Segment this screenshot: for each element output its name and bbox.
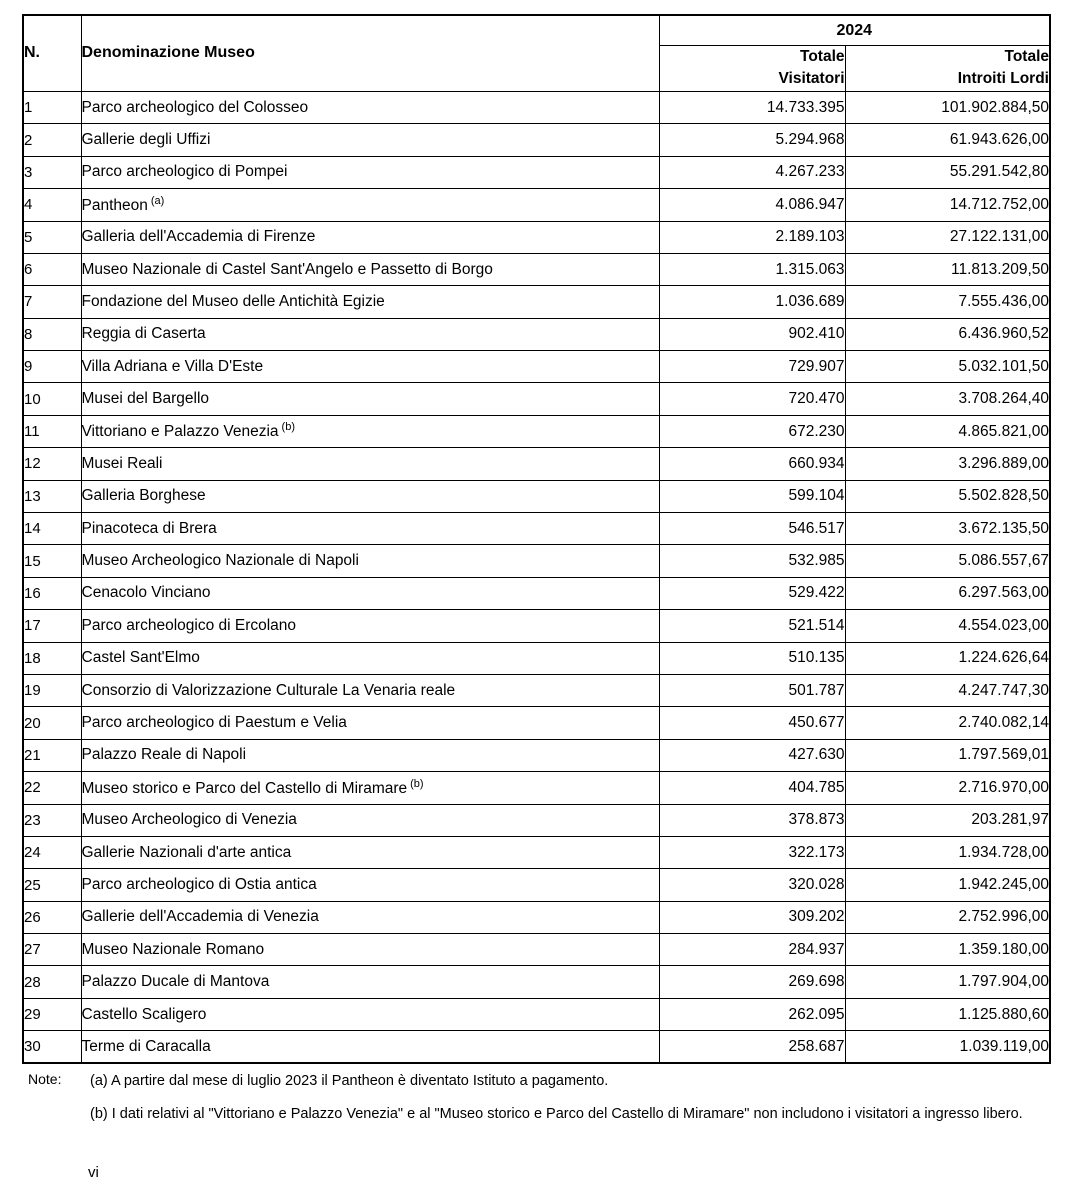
cell-total-visitors: 1.315.063	[659, 253, 845, 285]
cell-total-income: 7.555.436,00	[845, 286, 1050, 318]
cell-number: 6	[23, 253, 81, 285]
cell-museum-name	[81, 674, 659, 706]
cell-total-visitors: 729.907	[659, 351, 845, 383]
note-line: (b) I dati relativi al "Vittoriano e Palazzo Venezia" e al "Museo storico e Parco del Castello di Miramare" non includono i visitatori a ingresso libero.	[90, 1105, 1023, 1122]
cell-museum-name	[81, 253, 659, 285]
table-row	[23, 836, 1050, 868]
museum-name-text: Castello Scaligero	[81, 1005, 207, 1023]
cell-total-visitors: 284.937	[659, 934, 845, 966]
cell-total-income: 5.502.828,50	[845, 480, 1050, 512]
cell-total-income: 27.122.131,00	[845, 221, 1050, 253]
cell-total-visitors: 258.687	[659, 1031, 845, 1063]
table-row	[23, 415, 1050, 447]
cell-total-visitors: 2.189.103	[659, 221, 845, 253]
museum-name-text: Parco archeologico di Ercolano	[81, 616, 297, 634]
museum-name-text: Vittoriano e Palazzo Venezia	[81, 423, 279, 441]
cell-total-visitors: 720.470	[659, 383, 845, 415]
table-row	[23, 772, 1050, 804]
cell-museum-name	[81, 804, 659, 836]
table-row	[23, 934, 1050, 966]
cell-museum-name	[81, 480, 659, 512]
museum-name-text: Musei Reali	[81, 454, 163, 472]
notes-section	[22, 1071, 1049, 1126]
table-row	[23, 966, 1050, 998]
cell-museum-name	[81, 934, 659, 966]
cell-number: 15	[23, 545, 81, 577]
cell-museum-name	[81, 901, 659, 933]
table-row	[23, 480, 1050, 512]
table-row	[23, 1031, 1050, 1063]
cell-total-income: 14.712.752,00	[845, 189, 1050, 221]
cell-total-income: 2.740.082,14	[845, 707, 1050, 739]
cell-number: 2	[23, 124, 81, 156]
museum-name-text: Museo Archeologico Nazionale di Napoli	[81, 552, 359, 570]
cell-number: 19	[23, 674, 81, 706]
cell-number: 5	[23, 221, 81, 253]
cell-number: 14	[23, 513, 81, 545]
cell-total-visitors: 4.086.947	[659, 189, 845, 221]
museum-name-text: Gallerie dell'Accademia di Venezia	[81, 908, 319, 926]
museum-name-text: Reggia di Caserta	[81, 325, 206, 343]
cell-total-visitors: 322.173	[659, 836, 845, 868]
cell-total-visitors: 404.785	[659, 772, 845, 804]
table-row	[23, 286, 1050, 318]
table-row	[23, 901, 1050, 933]
footnote-marker: (b)	[281, 421, 295, 434]
cell-museum-name	[81, 189, 659, 221]
cell-total-income: 203.281,97	[845, 804, 1050, 836]
cell-museum-name	[81, 610, 659, 642]
cell-total-income: 3.672.135,50	[845, 513, 1050, 545]
table-row	[23, 513, 1050, 545]
cell-total-income: 2.716.970,00	[845, 772, 1050, 804]
cell-number: 7	[23, 286, 81, 318]
museum-name-text: Parco archeologico di Ostia antica	[81, 876, 317, 893]
cell-number: 20	[23, 707, 81, 739]
cell-number: 3	[23, 156, 81, 188]
cell-total-visitors: 309.202	[659, 901, 845, 933]
cell-museum-name	[81, 124, 659, 156]
cell-museum-name	[81, 351, 659, 383]
museum-name-text: Galleria Borghese	[81, 487, 206, 505]
museum-name-text: Pantheon	[81, 196, 148, 214]
cell-number: 17	[23, 610, 81, 642]
cell-total-income: 5.032.101,50	[845, 351, 1050, 383]
cell-number: 28	[23, 966, 81, 998]
cell-total-visitors: 546.517	[659, 513, 845, 545]
table-row	[23, 869, 1050, 901]
cell-museum-name	[81, 156, 659, 188]
header-row-year	[23, 15, 1050, 46]
museum-name-text: Parco archeologico di Paestum e Velia	[81, 714, 347, 732]
cell-number: 12	[23, 448, 81, 480]
table-row	[23, 707, 1050, 739]
stray-glyph: vi	[88, 1164, 99, 1181]
cell-total-visitors: 269.698	[659, 966, 845, 998]
table-row	[23, 318, 1050, 350]
cell-total-visitors: 672.230	[659, 415, 845, 447]
cell-total-visitors: 532.985	[659, 545, 845, 577]
cell-number: 23	[23, 804, 81, 836]
cell-total-income: 6.436.960,52	[845, 318, 1050, 350]
cell-number: 26	[23, 901, 81, 933]
cell-number: 8	[23, 318, 81, 350]
museum-name-text: Castel Sant'Elmo	[81, 649, 200, 667]
table-header	[23, 15, 1050, 91]
cell-number: 30	[23, 1031, 81, 1063]
table-row	[23, 642, 1050, 674]
note-line: (a) A partire dal mese di luglio 2023 il Pantheon è diventato Istituto a pagamento.	[90, 1073, 609, 1090]
cell-museum-name	[81, 1031, 659, 1063]
cell-number: 4	[23, 189, 81, 221]
cell-total-visitors: 902.410	[659, 318, 845, 350]
cell-total-visitors: 5.294.968	[659, 124, 845, 156]
museum-name-text: Pinacoteca di Brera	[81, 519, 217, 537]
notes-body	[90, 1071, 1049, 1126]
cell-museum-name	[81, 513, 659, 545]
museum-name-text: Villa Adriana e Villa D'Este	[81, 357, 264, 375]
column-header-total-visitors-line2: Visitatori	[778, 70, 845, 88]
museum-name-text: Palazzo Ducale di Mantova	[81, 973, 270, 991]
museum-name-text: Consorzio di Valorizzazione Culturale La Venaria reale	[81, 681, 456, 699]
cell-museum-name	[81, 707, 659, 739]
column-header-total-visitors	[659, 46, 845, 92]
museum-name-text: Musei del Bargello	[81, 390, 210, 408]
cell-total-visitors: 529.422	[659, 577, 845, 609]
museum-name-text: Museo Archeologico di Venezia	[81, 811, 297, 829]
column-header-total-visitors-line1: Totale	[800, 48, 845, 65]
column-header-total-income-line2: Introiti Lordi	[957, 70, 1049, 88]
footnote-marker: (a)	[150, 194, 165, 207]
column-header-total-income	[845, 46, 1050, 92]
cell-total-income: 6.297.563,00	[845, 577, 1050, 609]
cell-number: 9	[23, 351, 81, 383]
cell-total-income: 61.943.626,00	[845, 124, 1050, 156]
table-row	[23, 253, 1050, 285]
museum-name-text: Parco archeologico di Pompei	[81, 163, 288, 181]
table-row	[23, 124, 1050, 156]
table-row	[23, 383, 1050, 415]
museum-name-text: Gallerie Nazionali d'arte antica	[81, 843, 292, 861]
cell-number: 18	[23, 642, 81, 674]
cell-total-income: 3.708.264,40	[845, 383, 1050, 415]
cell-total-income: 101.902.884,50	[845, 91, 1050, 123]
cell-museum-name	[81, 448, 659, 480]
cell-number: 1	[23, 91, 81, 123]
cell-museum-name	[81, 545, 659, 577]
cell-total-income: 1.942.245,00	[845, 869, 1050, 901]
cell-museum-name	[81, 91, 659, 123]
table-row	[23, 351, 1050, 383]
cell-total-visitors: 378.873	[659, 804, 845, 836]
table-row	[23, 448, 1050, 480]
cell-total-income: 4.554.023,00	[845, 610, 1050, 642]
cell-total-income: 1.797.904,00	[845, 966, 1050, 998]
cell-total-income: 5.086.557,67	[845, 545, 1050, 577]
cell-total-visitors: 427.630	[659, 739, 845, 771]
cell-total-visitors: 510.135	[659, 642, 845, 674]
cell-museum-name	[81, 772, 659, 804]
footnote-marker: (b)	[410, 777, 424, 790]
cell-total-income: 55.291.542,80	[845, 156, 1050, 188]
museum-name-text: Cenacolo Vinciano	[81, 584, 211, 602]
table-row	[23, 610, 1050, 642]
cell-total-income: 11.813.209,50	[845, 253, 1050, 285]
museum-name-text: Gallerie degli Uffizi	[81, 131, 211, 149]
cell-museum-name	[81, 221, 659, 253]
table-row	[23, 577, 1050, 609]
cell-number: 11	[23, 415, 81, 447]
table-row	[23, 674, 1050, 706]
cell-number: 10	[23, 383, 81, 415]
table-row	[23, 156, 1050, 188]
cell-number: 24	[23, 836, 81, 868]
cell-total-visitors: 4.267.233	[659, 156, 845, 188]
museum-name-text: Terme di Caracalla	[81, 1037, 211, 1055]
cell-total-income: 4.865.821,00	[845, 415, 1050, 447]
cell-total-income: 1.934.728,00	[845, 836, 1050, 868]
cell-total-income: 1.039.119,00	[845, 1031, 1050, 1063]
cell-museum-name	[81, 383, 659, 415]
table-row	[23, 739, 1050, 771]
table-row	[23, 998, 1050, 1030]
notes-label: Note:	[28, 1071, 62, 1088]
cell-museum-name	[81, 998, 659, 1030]
cell-museum-name	[81, 739, 659, 771]
museum-name-text: Fondazione del Museo delle Antichità Egizie	[81, 292, 385, 310]
cell-museum-name	[81, 869, 659, 901]
cell-total-income: 1.359.180,00	[845, 934, 1050, 966]
museum-visitors-table	[22, 14, 1051, 1064]
cell-number: 16	[23, 577, 81, 609]
cell-total-visitors: 262.095	[659, 998, 845, 1030]
cell-total-income: 3.296.889,00	[845, 448, 1050, 480]
cell-museum-name	[81, 966, 659, 998]
museum-name-text: Palazzo Reale di Napoli	[81, 746, 247, 764]
column-header-year: 2024	[659, 15, 1050, 46]
cell-total-income: 4.247.747,30	[845, 674, 1050, 706]
cell-total-visitors: 1.036.689	[659, 286, 845, 318]
table-row	[23, 804, 1050, 836]
cell-museum-name	[81, 642, 659, 674]
cell-total-visitors: 521.514	[659, 610, 845, 642]
column-header-total-income-line1: Totale	[1004, 48, 1049, 65]
cell-museum-name	[81, 415, 659, 447]
cell-number: 25	[23, 869, 81, 901]
cell-total-income: 1.224.626,64	[845, 642, 1050, 674]
table-row	[23, 545, 1050, 577]
museum-name-text: Museo storico e Parco del Castello di Miramare	[81, 779, 408, 797]
cell-museum-name	[81, 286, 659, 318]
cell-total-visitors: 599.104	[659, 480, 845, 512]
column-header-museum-name: Denominazione Museo	[81, 15, 659, 91]
table-row	[23, 91, 1050, 123]
cell-total-visitors: 14.733.395	[659, 91, 845, 123]
museum-name-text: Parco archeologico del Colosseo	[81, 98, 309, 116]
cell-museum-name	[81, 577, 659, 609]
cell-museum-name	[81, 318, 659, 350]
table-row	[23, 189, 1050, 221]
table-body	[23, 91, 1050, 1063]
cell-number: 22	[23, 772, 81, 804]
cell-total-income: 1.125.880,60	[845, 998, 1050, 1030]
cell-number: 13	[23, 480, 81, 512]
table-row	[23, 221, 1050, 253]
cell-total-visitors: 501.787	[659, 674, 845, 706]
cell-total-income: 1.797.569,01	[845, 739, 1050, 771]
cell-number: 27	[23, 934, 81, 966]
cell-number: 29	[23, 998, 81, 1030]
museum-name-text: Museo Nazionale di Castel Sant'Angelo e Passetto di Borgo	[81, 260, 493, 278]
column-header-number: N.	[23, 15, 81, 91]
cell-number: 21	[23, 739, 81, 771]
cell-total-visitors: 660.934	[659, 448, 845, 480]
museum-name-text: Galleria dell'Accademia di Firenze	[81, 228, 316, 246]
cell-museum-name	[81, 836, 659, 868]
cell-total-visitors: 320.028	[659, 869, 845, 901]
cell-total-visitors: 450.677	[659, 707, 845, 739]
cell-total-income: 2.752.996,00	[845, 901, 1050, 933]
museum-name-text: Museo Nazionale Romano	[81, 940, 265, 958]
